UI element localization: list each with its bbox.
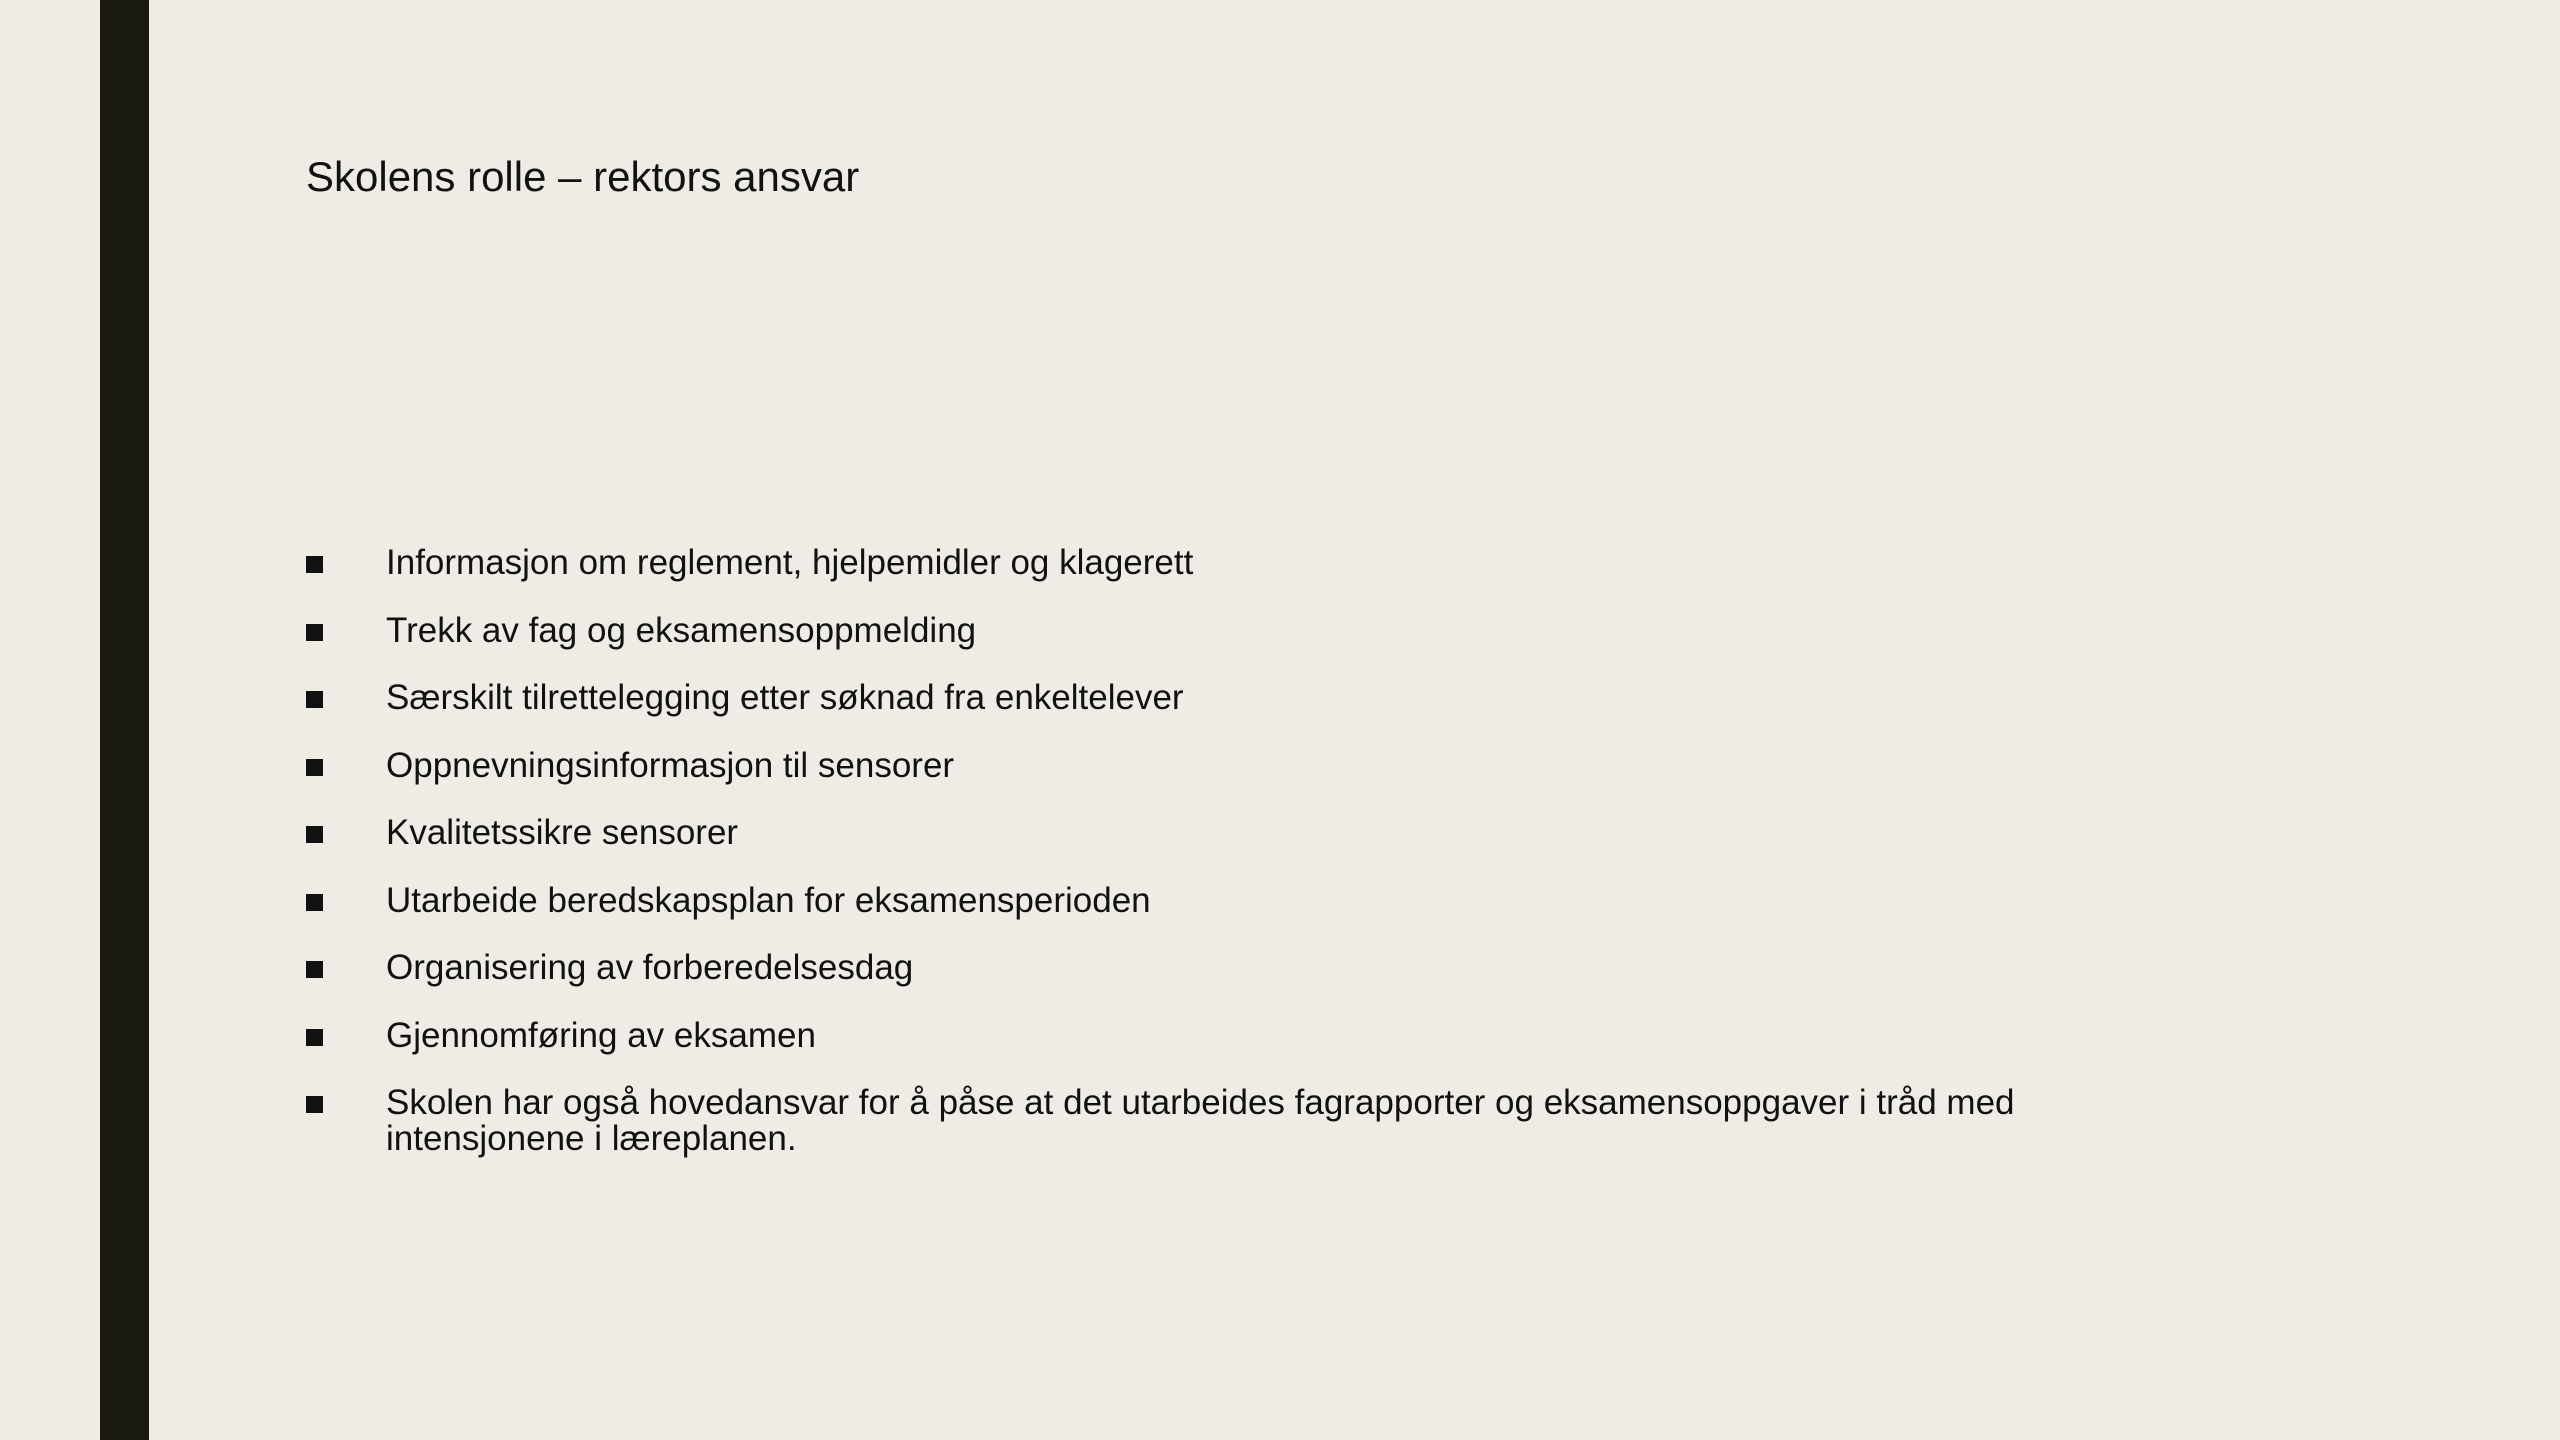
bullet-list	[306, 545, 2126, 1189]
accent-side-bar	[100, 0, 149, 1440]
bullet-item	[306, 880, 2126, 920]
square-bullet-icon	[306, 826, 323, 843]
bullet-text: Utarbeide beredskapsplan for eksamensperioden	[386, 880, 1151, 920]
square-bullet-icon	[306, 1029, 323, 1046]
bullet-item	[306, 815, 2126, 851]
bullet-text: Kvalitetssikre sensorer	[386, 813, 739, 852]
bullet-text: Organisering av forberedelsesdag	[386, 948, 914, 987]
bullet-text: Oppnevningsinformasjon til sensorer	[386, 745, 955, 785]
slide-title: Skolens rolle – rektors ansvar	[306, 153, 860, 200]
bullet-text: Informasjon om reglement, hjelpemidler og klagerett	[386, 543, 1194, 582]
square-bullet-icon	[306, 624, 323, 641]
square-bullet-icon	[306, 759, 323, 776]
bullet-text: Særskilt tilrettelegging etter søknad fra enkeltelever	[386, 678, 1184, 717]
bullet-item	[306, 745, 2126, 785]
square-bullet-icon	[306, 961, 323, 978]
square-bullet-icon	[306, 894, 323, 911]
bullet-text: Trekk av fag og eksamensoppmelding	[386, 610, 977, 650]
bullet-item	[306, 545, 2126, 581]
bullet-item	[306, 610, 2126, 650]
bullet-text: Skolen har også hovedansvar for å påse at det utarbeides fagrapporter og eksamensoppgaver i tråd med intensjonene i læreplanen.	[386, 1083, 2015, 1158]
bullet-item	[306, 1015, 2126, 1055]
square-bullet-icon	[306, 556, 323, 573]
bullet-text: Gjennomføring av eksamen	[386, 1015, 816, 1055]
square-bullet-icon	[306, 691, 323, 708]
square-bullet-icon	[306, 1096, 323, 1113]
bullet-item	[306, 1085, 2126, 1157]
bullet-item	[306, 950, 2126, 986]
bullet-item	[306, 680, 2126, 716]
